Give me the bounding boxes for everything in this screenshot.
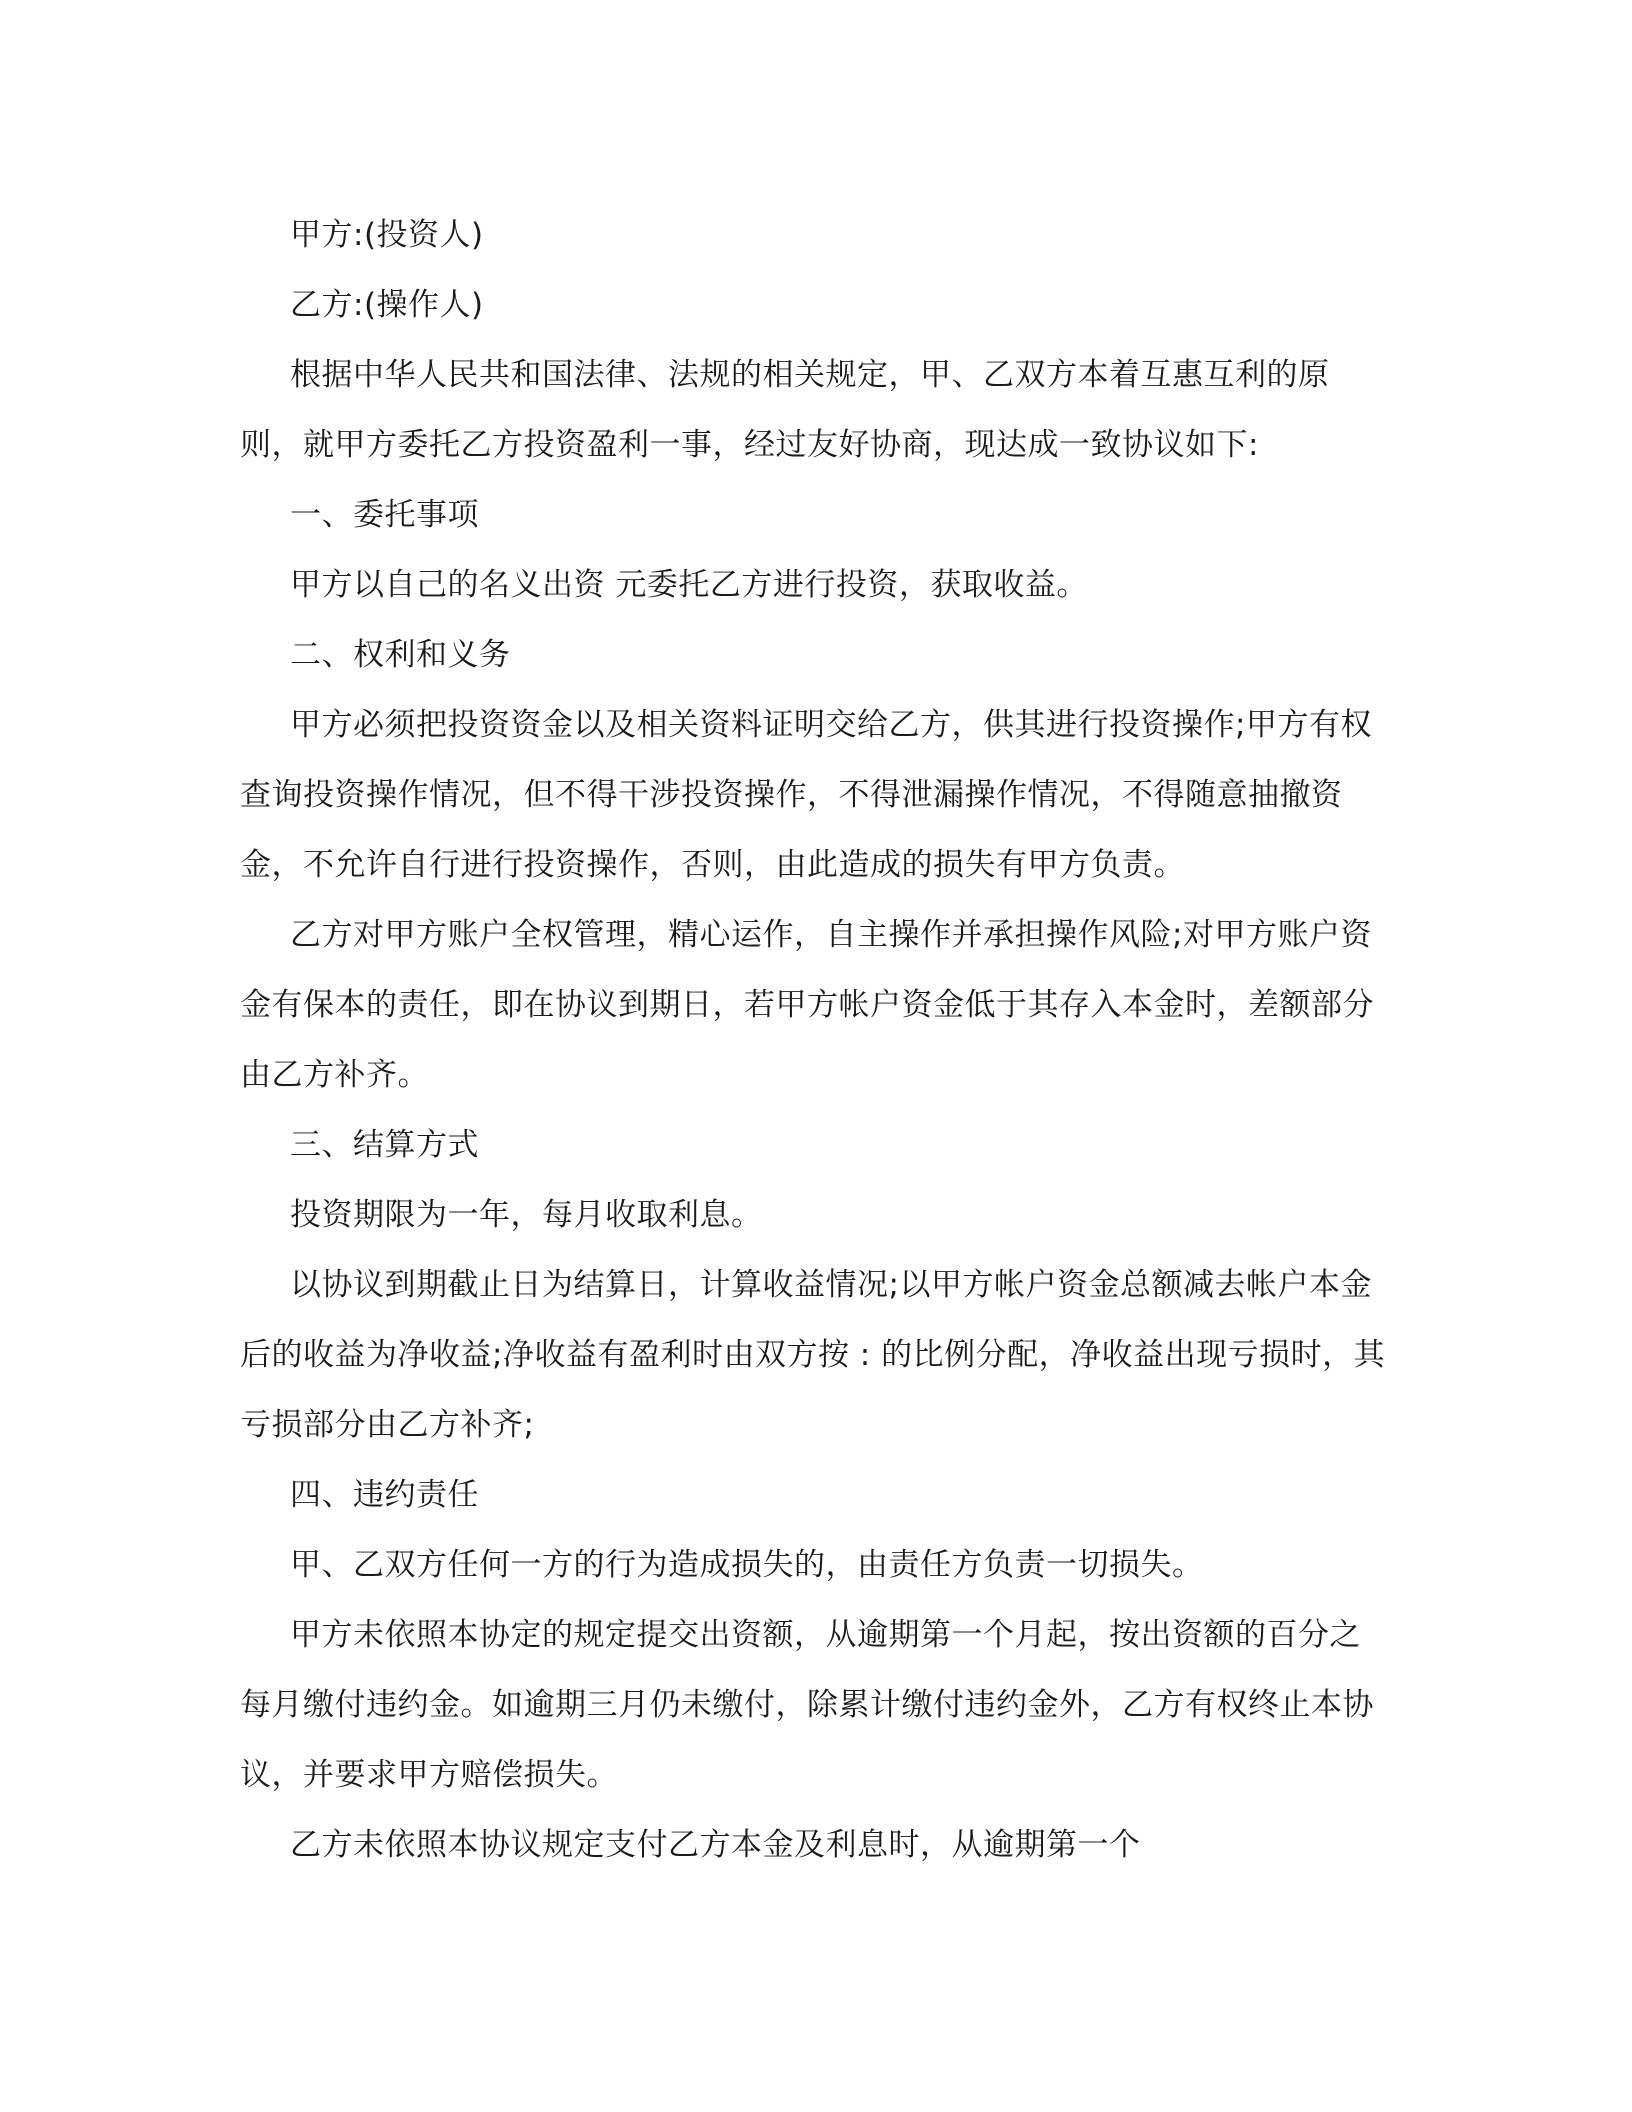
section-4-paragraph-1: 甲、乙双方任何一方的行为造成损失的，由责任方负责一切损失。 [290, 1547, 1204, 1583]
section-4-paragraph-3: 乙方未依照本协议规定支付乙方本金及利息时，从逾期第一个 [290, 1827, 1141, 1863]
section-2-paragraph-2: 乙方对甲方账户全权管理，精心运作，自主操作并承担操作风险;对甲方账户资金有保本的责任，即在协议到期日，若甲方帐户资金低于其存入本金时，差额部分由乙方补齐。 [240, 917, 1374, 1093]
party-b-line: 乙方:(操作人) [290, 287, 484, 323]
preamble-paragraph: 根据中华人民共和国法律、法规的相关规定，甲、乙双方本着互惠互利的原则，就甲方委托乙方投资盈利一事，经过友好协商，现达成一致协议如下: [240, 357, 1330, 463]
section-2-paragraph-1: 甲方必须把投资资金以及相关资料证明交给乙方，供其进行投资操作;甲方有权查询投资操作情况，但不得干涉投资操作，不得泄漏操作情况，不得随意抽撤资金，不允许自行进行投资操作，否则，由此造成的损失有甲方负责。 [240, 707, 1372, 883]
section-2-title: 二、权利和义务 [290, 637, 511, 673]
document-body [240, 200, 1390, 1880]
section-4-title: 四、违约责任 [290, 1477, 479, 1513]
section-3-title: 三、结算方式 [290, 1127, 479, 1163]
section-4-paragraph-2: 甲方未依照本协定的规定提交出资额，从逾期第一个月起，按出资额的百分之每月缴付违约金。如逾期三月仍未缴付，除累计缴付违约金外，乙方有权终止本协议，并要求甲方赔偿损失。 [240, 1617, 1374, 1793]
section-3-paragraph-1: 投资期限为一年，每月收取利息。 [290, 1197, 763, 1233]
section-1-paragraph: 甲方以自己的名义出资 元委托乙方进行投资，获取收益。 [290, 567, 1088, 603]
party-a-line: 甲方:(投资人) [290, 217, 484, 253]
section-3-paragraph-2: 以协议到期截止日为结算日，计算收益情况;以甲方帐户资金总额减去帐户本金后的收益为净收益;净收益有盈利时由双方按 : 的比例分配，净收益出现亏损时，其亏损部分由乙方补齐; [240, 1267, 1386, 1443]
section-1-title: 一、委托事项 [290, 497, 479, 533]
